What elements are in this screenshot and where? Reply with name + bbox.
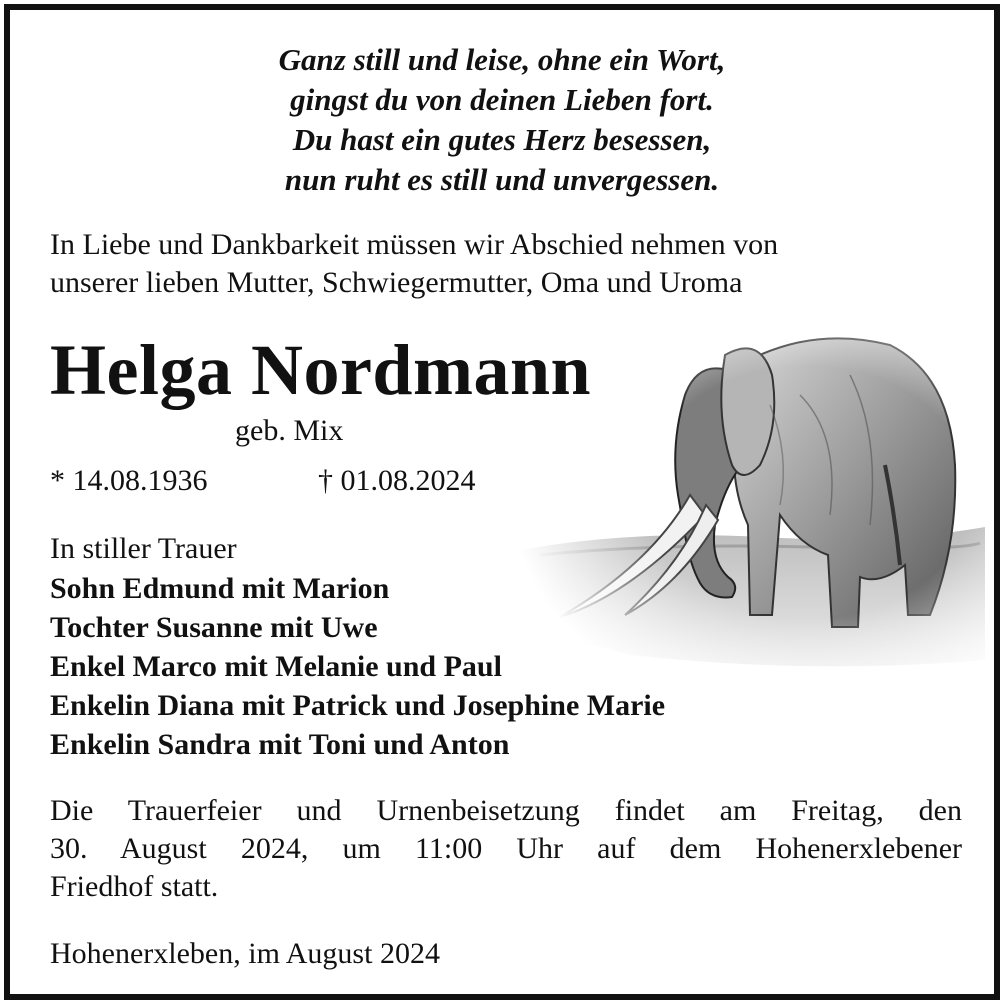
poem xyxy=(10,40,994,200)
obituary-frame xyxy=(4,4,1000,1000)
family-list xyxy=(50,569,665,764)
intro-text xyxy=(50,226,778,302)
deceased-name: Helga Nordmann xyxy=(50,330,592,410)
family-member: Enkelin Sandra mit Toni und Anton xyxy=(50,728,510,761)
funeral-line: Friedhof statt. xyxy=(50,870,219,903)
family-member: Enkel Marco mit Melanie und Paul xyxy=(50,650,502,683)
birth-date: * 14.08.1936 xyxy=(50,464,208,497)
family-member: Sohn Edmund mit Marion xyxy=(50,572,390,605)
family-member: Tochter Susanne mit Uwe xyxy=(50,611,378,644)
mourning-label: In stiller Trauer xyxy=(50,532,237,565)
family-member: Enkelin Diana mit Patrick und Josephine Marie xyxy=(50,689,666,722)
maiden-name: geb. Mix xyxy=(235,414,344,447)
intro-line: In Liebe und Dankbarkeit müssen wir Abschied nehmen von xyxy=(50,228,779,261)
poem-line: nun ruht es still und unvergessen. xyxy=(284,162,720,197)
funeral-line: 30. August 2024, um 11:00 Uhr auf dem Hohenerxlebener xyxy=(50,832,962,865)
poem-line: gingst du von deinen Lieben fort. xyxy=(290,82,714,117)
poem-line: Du hast ein gutes Herz besessen, xyxy=(292,122,712,157)
funeral-line: Die Trauerfeier und Urnenbeisetzung findet am Freitag, den xyxy=(50,794,962,827)
death-date: † 01.08.2024 xyxy=(318,464,476,497)
place-and-date: Hohenerxleben, im August 2024 xyxy=(50,937,440,970)
funeral-notice xyxy=(50,792,962,906)
intro-line: unserer lieben Mutter, Schwiegermutter, Oma und Uroma xyxy=(50,266,743,299)
poem-line: Ganz still und leise, ohne ein Wort, xyxy=(278,42,726,77)
